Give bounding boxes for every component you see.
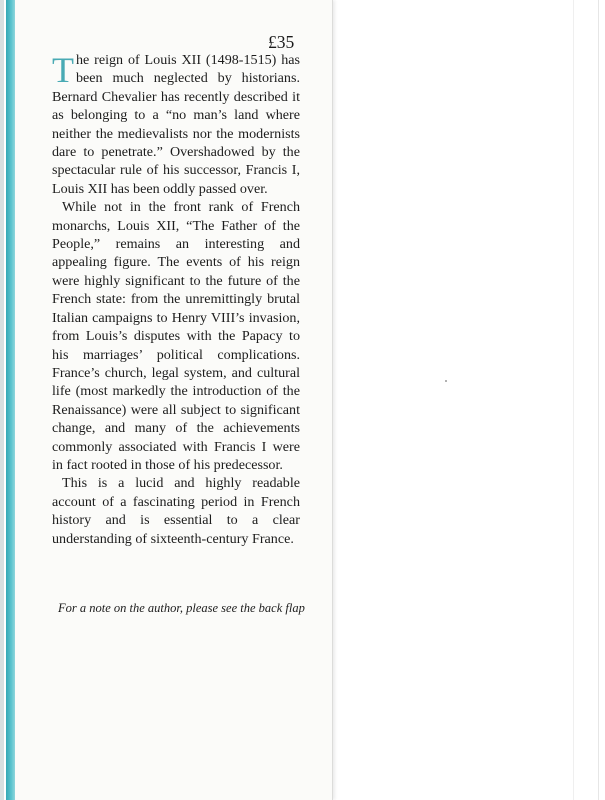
- fold-line: [598, 0, 599, 800]
- author-note: For a note on the author, please see the back flap: [58, 601, 305, 615]
- blurb-paragraph: This is a lucid and highly readable account of a fascinating period in French history and is essential to a clear understanding of sixteenth-century France.: [52, 475, 300, 547]
- blurb-paragraph: While not in the front rank of French monarchs, Louis XII, “The Father of the People,” remains an interesting and appealing figure. The events of his reign were highly significant to the future of the French state: from the unremittingly brutal Italian campaigns to Henry VIII’s invasion, from Louis’s disputes with the Papacy to his marriages’ political complications. France’s church, legal system, and cultural life (most markedly the introduction of the Renaissance) were all subject to significant change, and many of the achievements commonly associated with Francis I were in fact rooted in those of his predecessor.: [52, 199, 300, 473]
- teal-spine-strip: [6, 0, 15, 800]
- drop-cap: T: [52, 50, 74, 90]
- flap-blurb: [52, 51, 300, 548]
- blank-page: [333, 0, 605, 800]
- blurb-paragraph: [52, 51, 300, 198]
- price-label: £35: [268, 32, 295, 52]
- blurb-paragraph-text: he reign of Louis XII (1498-1515) has been much neglected by historians. Bernard Chevalier has recently described it as belonging to a “no man’s land where neither the medievalists nor the modernists dare to penetrate.” Overshadowed by the spectacular rule of his successor, Francis I, Louis XII has been oddly passed over.: [52, 52, 300, 197]
- paper-speck: [445, 380, 447, 382]
- fold-line: [573, 0, 574, 800]
- spine-edge: [0, 0, 4, 800]
